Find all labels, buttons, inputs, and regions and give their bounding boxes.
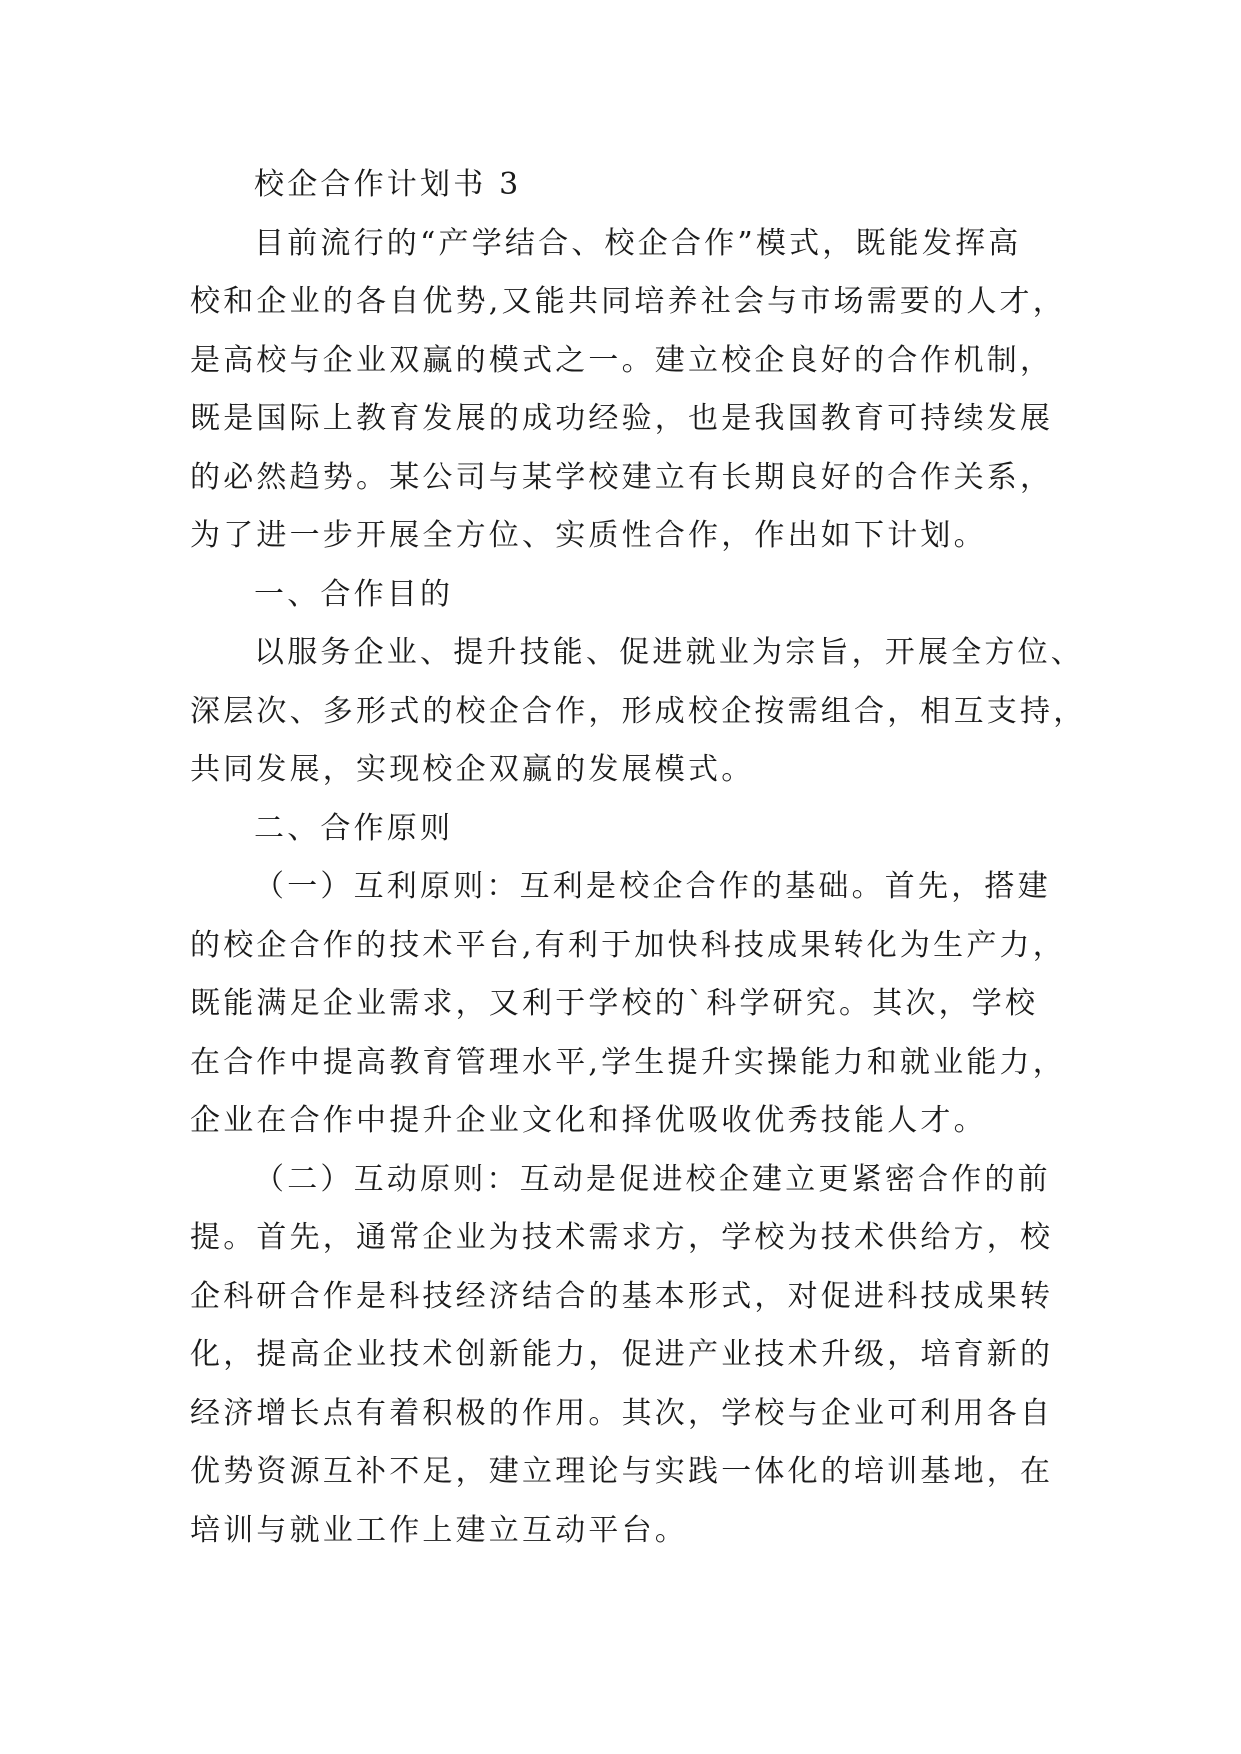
document-body xyxy=(190,156,1087,1560)
paragraph-line: 企科研合作是科技经济结合的基本形式，对促进科技成果转 xyxy=(190,1278,1054,1314)
paragraph-line: 目前流行的“产学结合、校企合作”模式，既能发挥高 xyxy=(254,225,1022,261)
paragraph-line: 深层次、多形式的校企合作，形成校企按需组合，相互支持， xyxy=(190,693,1087,729)
paragraph-line: 经济增长点有着积极的作用。其次，学校与企业可利用各自 xyxy=(190,1395,1054,1431)
paragraph-line: 是高校与企业双赢的模式之一。建立校企良好的合作机制， xyxy=(190,342,1054,378)
paragraph-line: 的校企合作的技术平台,有利于加快科技成果转化为生产力， xyxy=(190,927,1066,963)
paragraph-line: 为了进一步开展全方位、实质性合作，作出如下计划。 xyxy=(190,518,987,553)
paragraph-line: 校和企业的各自优势,又能共同培养社会与市场需要的人才， xyxy=(190,284,1066,319)
paragraph-line: 既是国际上教育发展的成功经验，也是我国教育可持续发展 xyxy=(190,401,1054,436)
paragraph-line: 在合作中提高教育管理水平,学生提升实操能力和就业能力， xyxy=(190,1044,1066,1080)
paragraph-line: 共同发展，实现校企双赢的发展模式。 xyxy=(190,752,755,787)
paragraph-line: 既能满足企业需求，又利于学校的`科学研究。其次，学校 xyxy=(190,986,1039,1021)
paragraph-line: 化，提高企业技术创新能力，促进产业技术升级，培育新的 xyxy=(190,1337,1054,1372)
paragraph-line: 提。首先，通常企业为技术需求方，学校为技术供给方，校 xyxy=(190,1220,1054,1255)
section-heading: 二、合作原则 xyxy=(254,810,454,846)
paragraph-line: 培训与就业工作上建立互动平台。 xyxy=(190,1512,688,1548)
paragraph-line: 的必然趋势。某公司与某学校建立有长期良好的合作关系， xyxy=(190,459,1054,495)
paragraph-line: 企业在合作中提升企业文化和择优吸收优秀技能人才。 xyxy=(190,1103,987,1138)
paragraph-line: （二）互动原则：互动是促进校企建立更紧密合作的前 xyxy=(254,1161,1051,1197)
paragraph-line: 以服务企业、提升技能、促进就业为宗旨，开展全方位、 xyxy=(254,635,1084,670)
section-heading: 一、合作目的 xyxy=(254,576,454,612)
document-title: 校企合作计划书 3 xyxy=(254,167,522,202)
paragraph-line: （一）互利原则：互利是校企合作的基础。首先，搭建 xyxy=(254,869,1051,904)
paragraph-line: 优势资源互补不足，建立理论与实践一体化的培训基地，在 xyxy=(190,1454,1054,1489)
